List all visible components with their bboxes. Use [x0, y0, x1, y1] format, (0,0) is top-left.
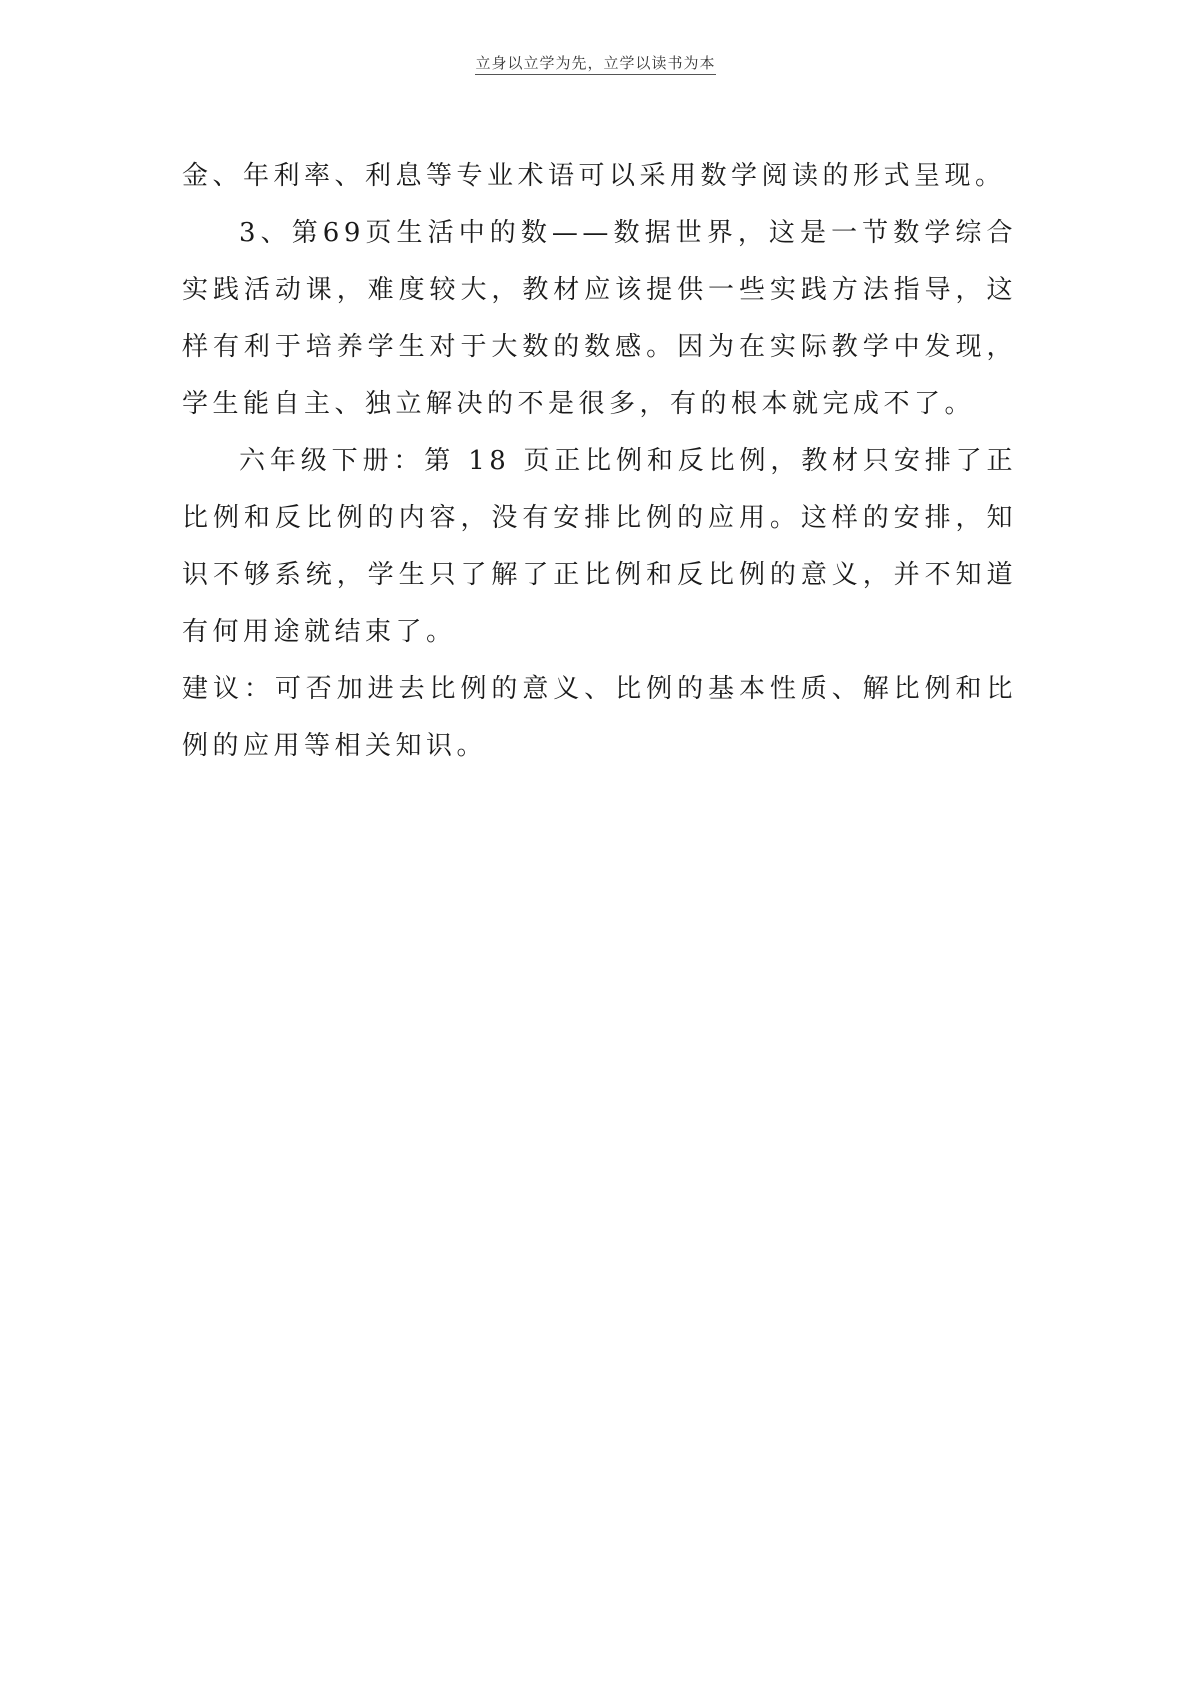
page-header — [0, 52, 1191, 73]
paragraph-2: 3、第69页生活中的数——数据世界，这是一节数学综合实践活动课，难度较大，教材应该提供一些实践方法指导，这样有利于培养学生对于大数的数感。因为在实际教学中发现，学生能自主、独立解决的不是很多，有的根本就完成不了。 — [182, 218, 1017, 419]
paragraph-4: 建议：可否加进去比例的意义、比例的基本性质、解比例和比例的应用等相关知识。 — [182, 674, 1017, 761]
paragraph-3: 六年级下册：第 18 页正比例和反比例，教材只安排了正比例和反比例的内容，没有安排比例的应用。这样的安排，知识不够系统，学生只了解了正比例和反比例的意义，并不知道有何用途就结束了。 — [182, 446, 1017, 647]
paragraph-1: 金、年利率、利息等专业术语可以采用数学阅读的形式呈现。 — [182, 161, 1006, 191]
document-body — [182, 148, 1017, 775]
header-motto: 立身以立学为先，立学以读书为本 — [475, 54, 715, 75]
